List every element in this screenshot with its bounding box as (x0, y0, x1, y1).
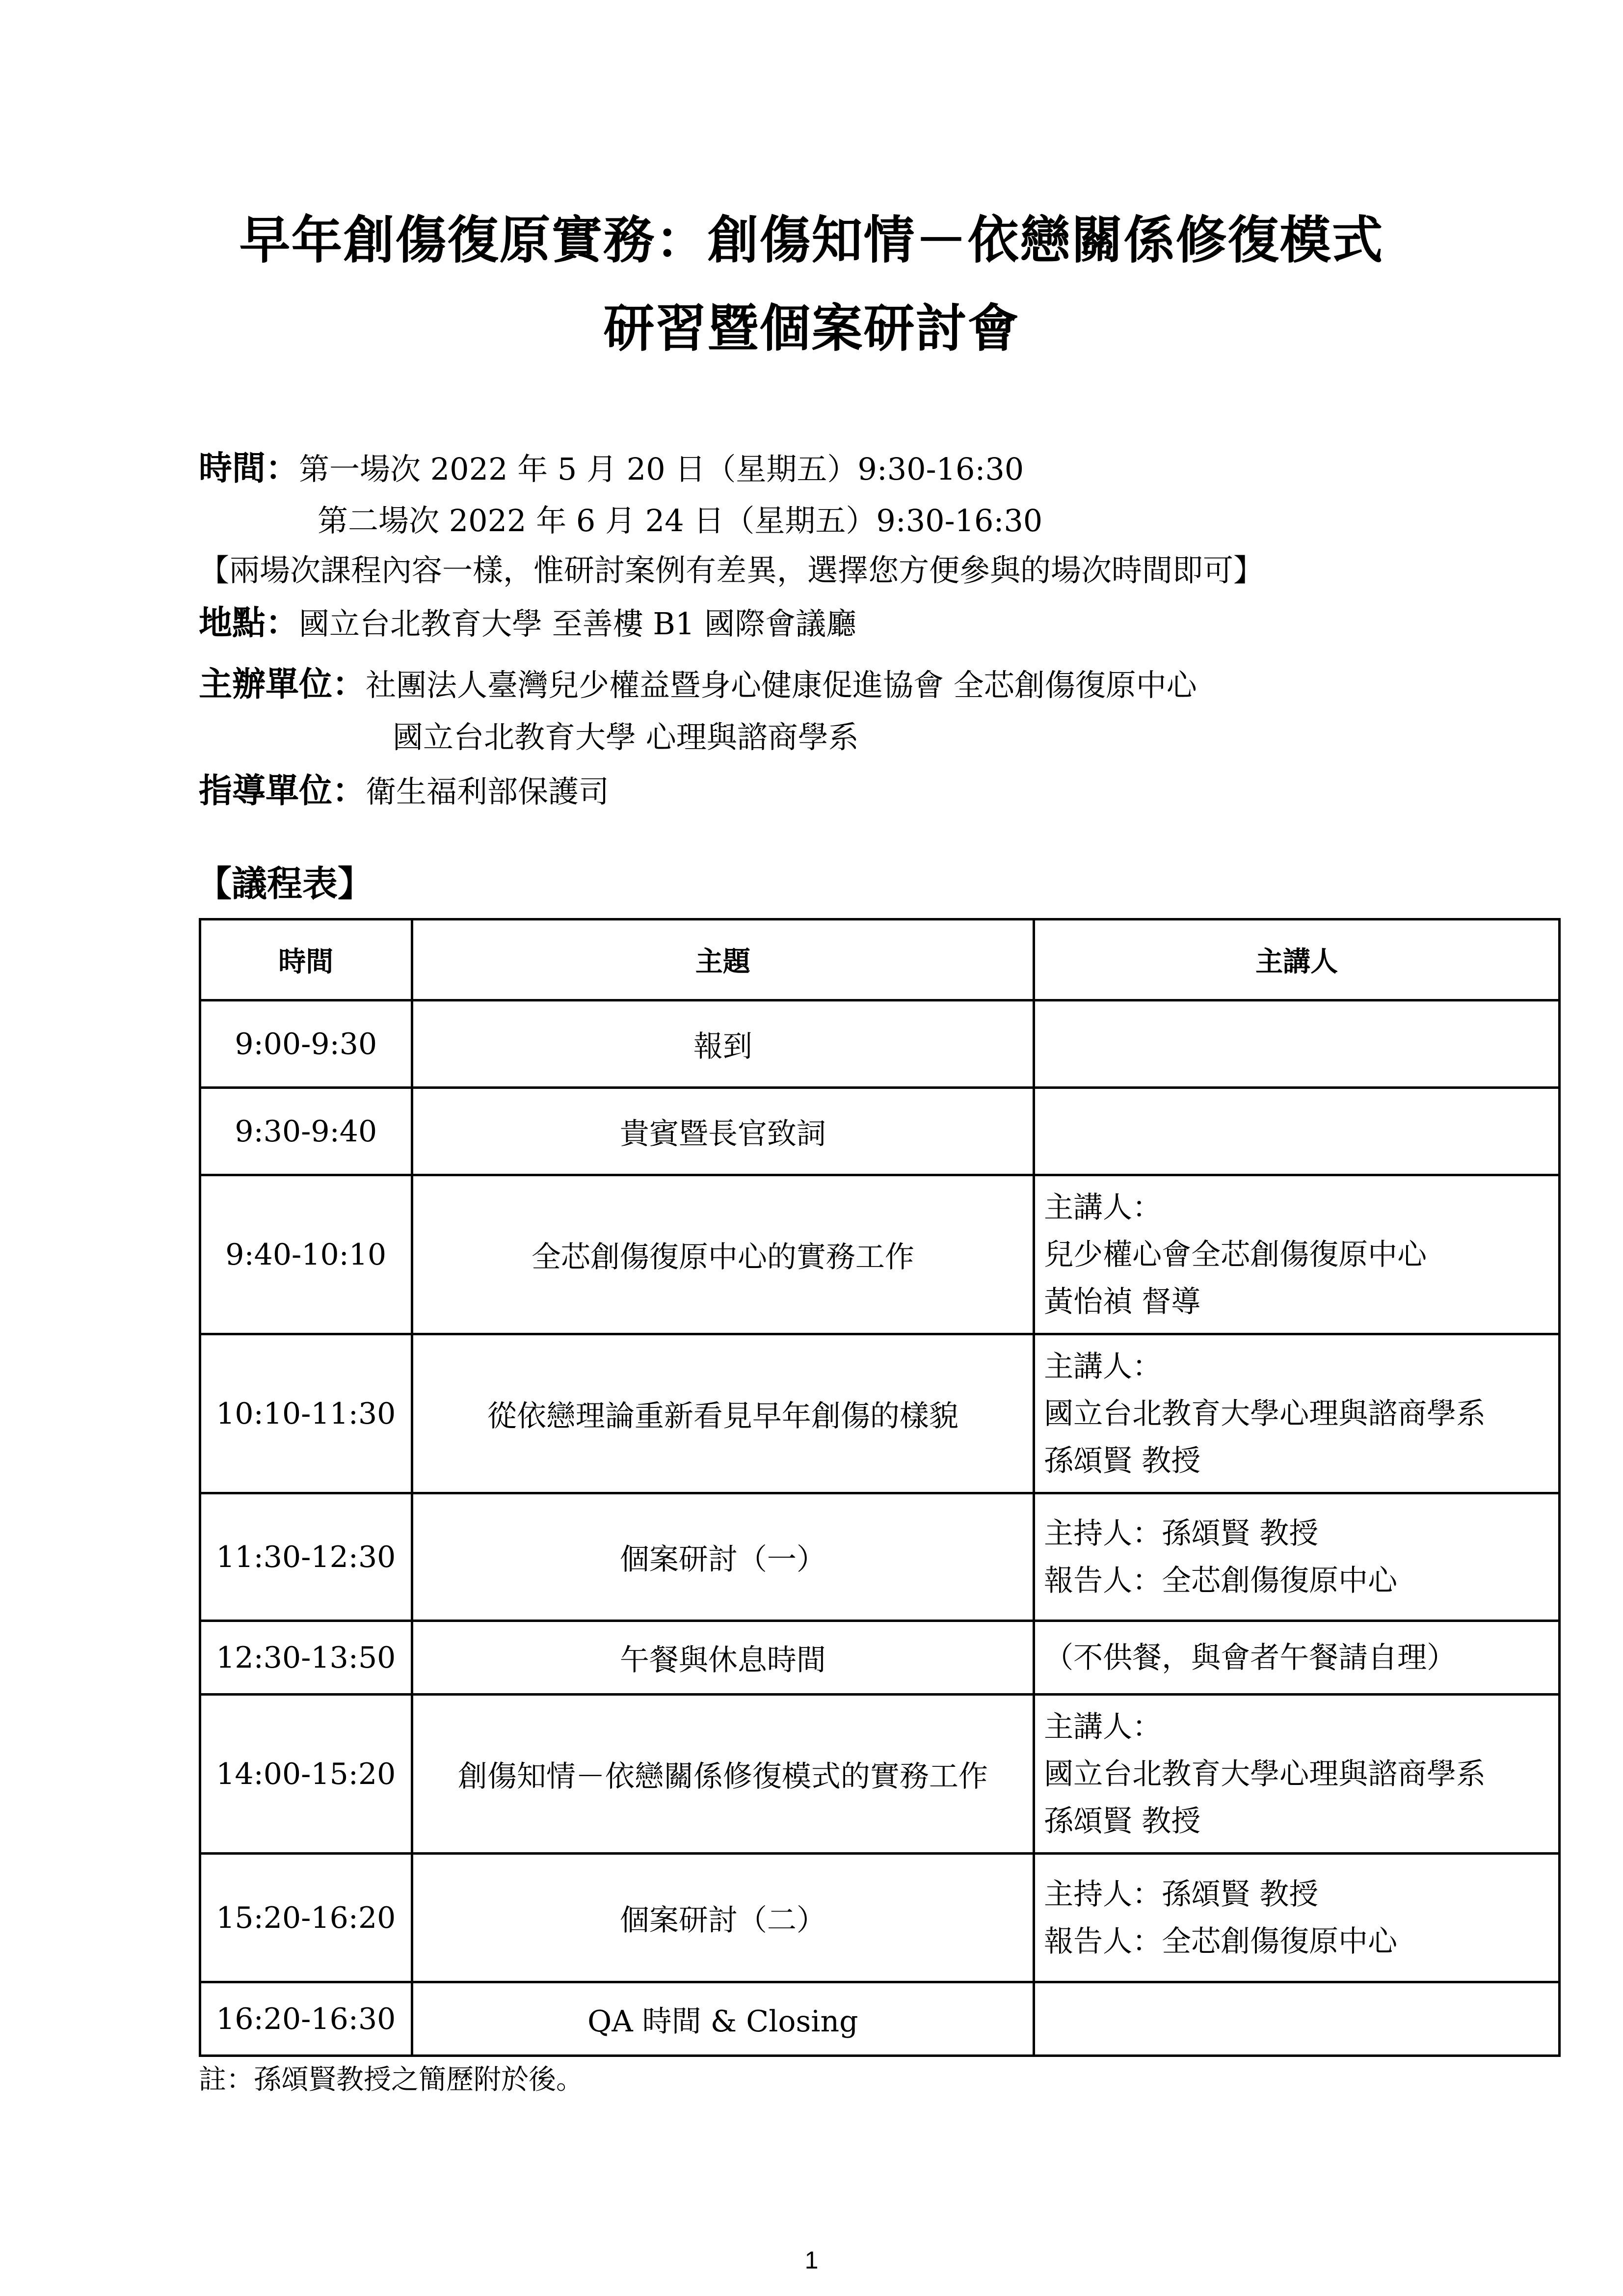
speaker-line: 黃怡禎 督導 (1044, 1284, 1201, 1319)
speaker-line: 主持人：孫頌賢 教授 (1044, 1877, 1319, 1912)
row-speaker (1034, 1334, 1560, 1493)
row-topic: 從依戀理論重新看見早年創傷的樣貌 (412, 1334, 1034, 1493)
row-time: 16:20-16:30 (200, 1982, 412, 2056)
row-time: 11:30-12:30 (200, 1493, 412, 1621)
time-note: 【兩場次課程內容一樣，惟研討案例有差異，選擇您方便參與的場次時間即可】 (199, 552, 1264, 588)
table-row (200, 1493, 1560, 1621)
agenda-table (199, 918, 1561, 2057)
speaker-line: 主講人： (1044, 1349, 1162, 1384)
speaker-line: 主持人：孫頌賢 教授 (1044, 1516, 1319, 1551)
header-speaker: 主講人 (1034, 919, 1560, 1000)
row-time: 10:10-11:30 (200, 1334, 412, 1493)
time-session2: 第二場次 2022 年 6 月 24 日（星期五）9:30-16:30 (318, 503, 1043, 539)
table-header-row (200, 919, 1560, 1000)
row-topic: 創傷知情－依戀關係修復模式的實務工作 (412, 1695, 1034, 1854)
host-line2: 國立台北教育大學 心理與諮商學系 (393, 719, 859, 755)
time-session1: 第一場次 2022 年 5 月 20 日（星期五）9:30-16:30 (299, 451, 1024, 487)
host-row (199, 665, 1197, 705)
row-speaker (1034, 1854, 1560, 1982)
venue-row (199, 604, 856, 644)
table-row (200, 1175, 1560, 1334)
table-row (200, 1088, 1560, 1175)
speaker-line: 主講人： (1044, 1709, 1162, 1744)
document-title-line2: 研習暨個案研討會 (603, 298, 1020, 358)
row-time: 9:00-9:30 (200, 1000, 412, 1088)
row-topic: 個案研討（二） (412, 1854, 1034, 1982)
row-time: 9:40-10:10 (200, 1175, 412, 1334)
speaker-line: 孫頌賢 教授 (1044, 1804, 1201, 1838)
row-topic: 貴賓暨長官致詞 (412, 1088, 1034, 1175)
speaker-line: 報告人：全芯創傷復原中心 (1044, 1563, 1398, 1598)
host-line1: 社團法人臺灣兒少權益暨身心健康促進協會 全芯創傷復原中心 (366, 667, 1197, 703)
venue-text: 國立台北教育大學 至善樓 B1 國際會議廳 (299, 606, 857, 642)
speaker-line: 主講人： (1044, 1190, 1162, 1225)
table-row (200, 1621, 1560, 1695)
row-speaker (1034, 1493, 1560, 1621)
table-row (200, 1982, 1560, 2056)
guide-row (199, 772, 609, 811)
table-row (200, 1334, 1560, 1493)
document-title-line1: 早年創傷復原實務：創傷知情－依戀關係修復模式 (239, 210, 1384, 270)
row-time: 14:00-15:20 (200, 1695, 412, 1854)
row-topic: QA 時間 & Closing (412, 1982, 1034, 2056)
row-speaker (1034, 1982, 1560, 2056)
speaker-line: 兒少權心會全芯創傷復原中心 (1044, 1237, 1427, 1272)
table-row (200, 1695, 1560, 1854)
row-time: 12:30-13:50 (200, 1621, 412, 1695)
guide-label: 指導單位： (199, 772, 366, 810)
table-row (200, 1000, 1560, 1088)
venue-label: 地點： (199, 604, 299, 643)
speaker-line: 報告人：全芯創傷復原中心 (1044, 1924, 1398, 1959)
row-speaker (1034, 1088, 1560, 1175)
guide-text: 衛生福利部保護司 (366, 774, 610, 810)
agenda-heading: 【議程表】 (196, 863, 373, 904)
row-topic: 個案研討（一） (412, 1493, 1034, 1621)
row-topic: 全芯創傷復原中心的實務工作 (412, 1175, 1034, 1334)
time-row (199, 449, 1024, 489)
speaker-line: 國立台北教育大學心理與諮商學系 (1044, 1396, 1486, 1431)
row-speaker: （不供餐，與會者午餐請自理） (1034, 1621, 1560, 1695)
time-label: 時間： (199, 449, 299, 488)
row-topic: 午餐與休息時間 (412, 1621, 1034, 1695)
header-topic: 主題 (412, 919, 1034, 1000)
row-speaker (1034, 1175, 1560, 1334)
header-time: 時間 (200, 919, 412, 1000)
host-label: 主辦單位： (199, 665, 366, 704)
speaker-line: 孫頌賢 教授 (1044, 1443, 1201, 1478)
table-row (200, 1854, 1560, 1982)
row-speaker (1034, 1695, 1560, 1854)
speaker-line: 國立台北教育大學心理與諮商學系 (1044, 1756, 1486, 1791)
row-topic: 報到 (412, 1000, 1034, 1088)
page-number: 1 (804, 2246, 819, 2274)
row-time: 9:30-9:40 (200, 1088, 412, 1175)
row-speaker (1034, 1000, 1560, 1088)
row-time: 15:20-16:20 (200, 1854, 412, 1982)
footnote: 註：孫頌賢教授之簡歷附於後。 (199, 2064, 584, 2096)
